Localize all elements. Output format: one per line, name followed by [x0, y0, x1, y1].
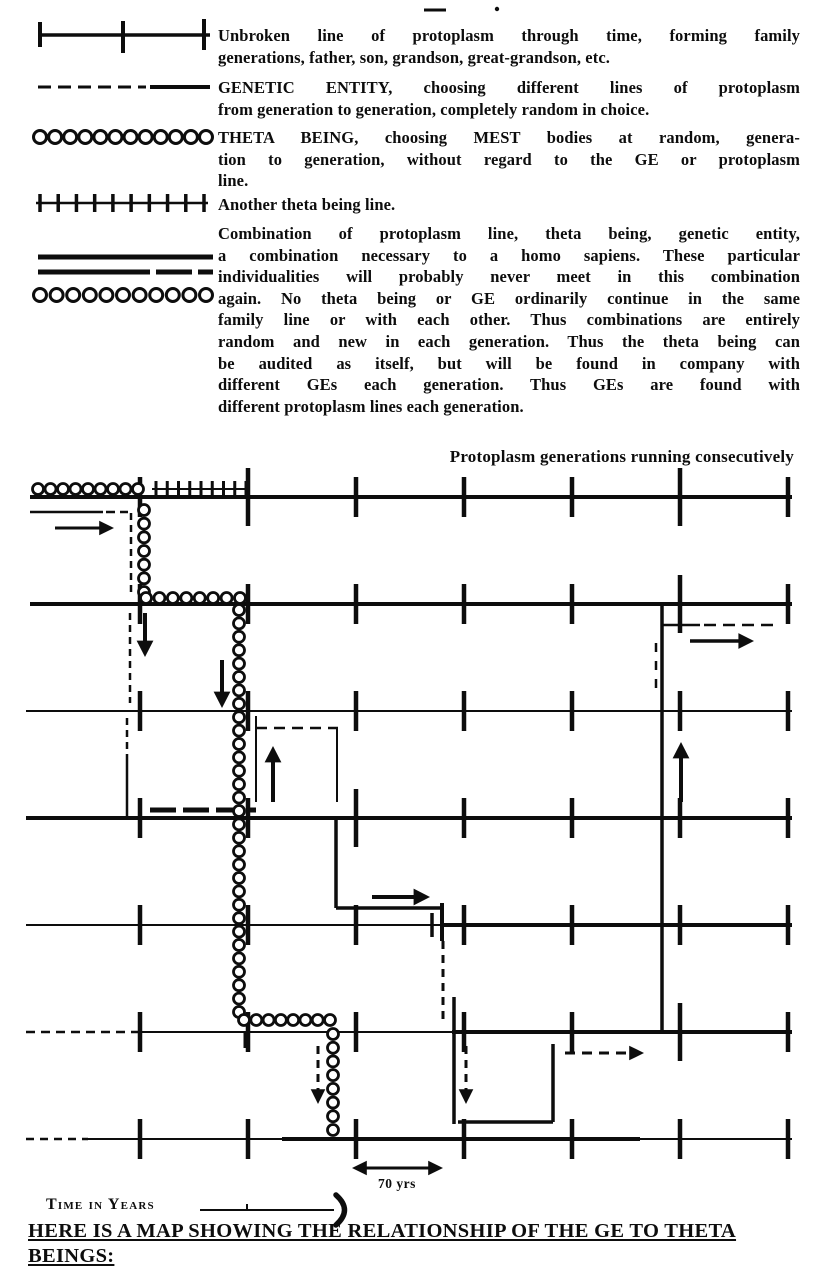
legend-line: Combination of protoplasm line, theta being, genetic entity,	[218, 224, 800, 243]
legend-line: individualities will probably never meet in this combination	[218, 267, 800, 287]
legend-line: a combination necessary to a homo sapiens. These particular	[218, 245, 800, 265]
legend-line: from generation to generation, completely random in choice.	[218, 99, 650, 119]
legend-item-theta-being	[218, 127, 800, 192]
page-heading	[28, 1219, 808, 1269]
legend-line: random and new in each generation. Thus the theta being can	[218, 331, 800, 351]
diagram-caption: Protoplasm generations running consecutively	[449, 447, 794, 466]
legend-line: THETA BEING, choosing MEST bodies at random, genera-	[218, 128, 800, 147]
time-axis-label: Time in Years	[46, 1196, 155, 1213]
generation-span-label: 70 yrs	[378, 1176, 416, 1191]
legend-line: generations, father, son, grandson, great-grandson, etc.	[218, 47, 610, 67]
legend-line: family line or with each other. Thus combinations are entirely	[218, 310, 800, 330]
legend-line: line.	[218, 171, 249, 191]
heading-line-1: HERE IS A MAP SHOWING THE RELATIONSHIP OF THE GE TO THETA	[28, 1220, 737, 1242]
legend-line: again. No theta being or GE ordinarily continue in the same	[218, 288, 800, 308]
legend-line: GENETIC ENTITY, choosing different lines of protoplasm	[218, 78, 800, 97]
legend-item-genetic-entity	[218, 77, 800, 120]
legend-line: different protoplasm lines each generation.	[218, 396, 524, 416]
legend-line: Unbroken line of protoplasm through time, forming family	[218, 26, 800, 45]
legend-line: be audited as itself, but will be found in company with	[218, 353, 800, 373]
legend-line: different GEs each generation. Thus GEs are found with	[218, 375, 800, 395]
legend-line: Another theta being line.	[218, 195, 396, 214]
legend-item-protoplasm-line	[218, 25, 800, 68]
legend-line: tion to generation, without regard to the GE or protoplasm	[218, 149, 800, 169]
heading-line-2: BEINGS:	[28, 1245, 115, 1267]
legend-item-combination	[218, 223, 800, 417]
legend-item-another-theta-being	[218, 194, 800, 216]
